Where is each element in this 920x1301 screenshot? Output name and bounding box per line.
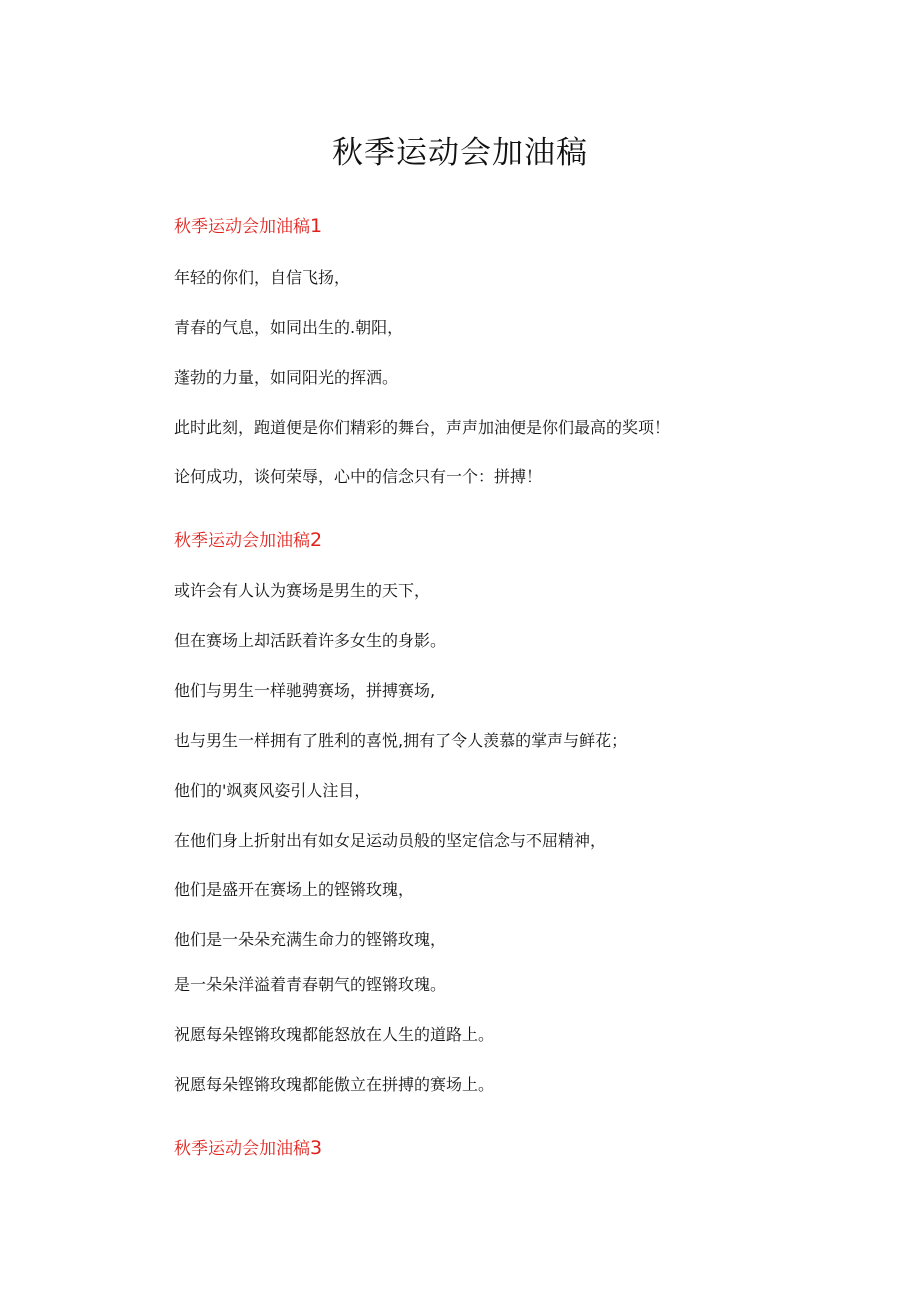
paragraph-line: 青春的气息，如同出生的.朝阳， [174,318,404,337]
paragraph-line: 年轻的你们，自信飞扬， [174,268,351,287]
section-heading-number: 1 [310,215,323,237]
paragraph-line: 他们与男生一样驰骋赛场，拼搏赛场, [174,681,436,700]
paragraph-line: 他们是一朵朵充满生命力的铿锵玫瑰， [174,930,447,949]
paragraph-line: 也与男生一样拥有了胜利的喜悦,拥有了令人羡慕的掌声与鲜花； [174,731,628,750]
paragraph-line: 论何成功，谈何荣辱，心中的信念只有一个：拼搏！ [174,467,543,486]
paragraph-line: 此时此刻，跑道便是你们精彩的舞台，声声加油便是你们最高的奖项！ [174,418,671,437]
section-heading-2 [174,528,322,553]
document-title: 秋季运动会加油稿 [332,135,588,171]
paragraph-line: 是一朵朵洋溢着青春朝气的铿锵玫瑰。 [174,975,447,994]
paragraph-line: 祝愿每朵铿锵玫瑰都能傲立在拼搏的赛场上。 [174,1075,495,1094]
section-heading-3 [174,1136,322,1161]
paragraph-line: 或许会有人认为赛场是男生的天下， [174,581,431,600]
section-heading-1 [174,214,322,239]
section-heading-text: 秋季运动会加油稿 [174,531,310,551]
paragraph-line: 但在赛场上却活跃着许多女生的身影。 [174,631,447,650]
section-heading-number: 2 [310,529,323,551]
paragraph-line: 他们是盛开在赛场上的铿锵玫瑰， [174,880,415,899]
section-heading-text: 秋季运动会加油稿 [174,1139,310,1159]
paragraph-line: 他们的'飒爽风姿引人注目， [174,781,371,800]
paragraph-line: 在他们身上折射出有如女足运动员般的坚定信念与不屈精神， [174,831,607,850]
section-heading-number: 3 [310,1137,323,1159]
paragraph-line: 蓬勃的力量，如同阳光的挥洒。 [174,368,399,387]
section-heading-text: 秋季运动会加油稿 [174,217,310,237]
paragraph-line: 祝愿每朵铿锵玫瑰都能怒放在人生的道路上。 [174,1025,495,1044]
